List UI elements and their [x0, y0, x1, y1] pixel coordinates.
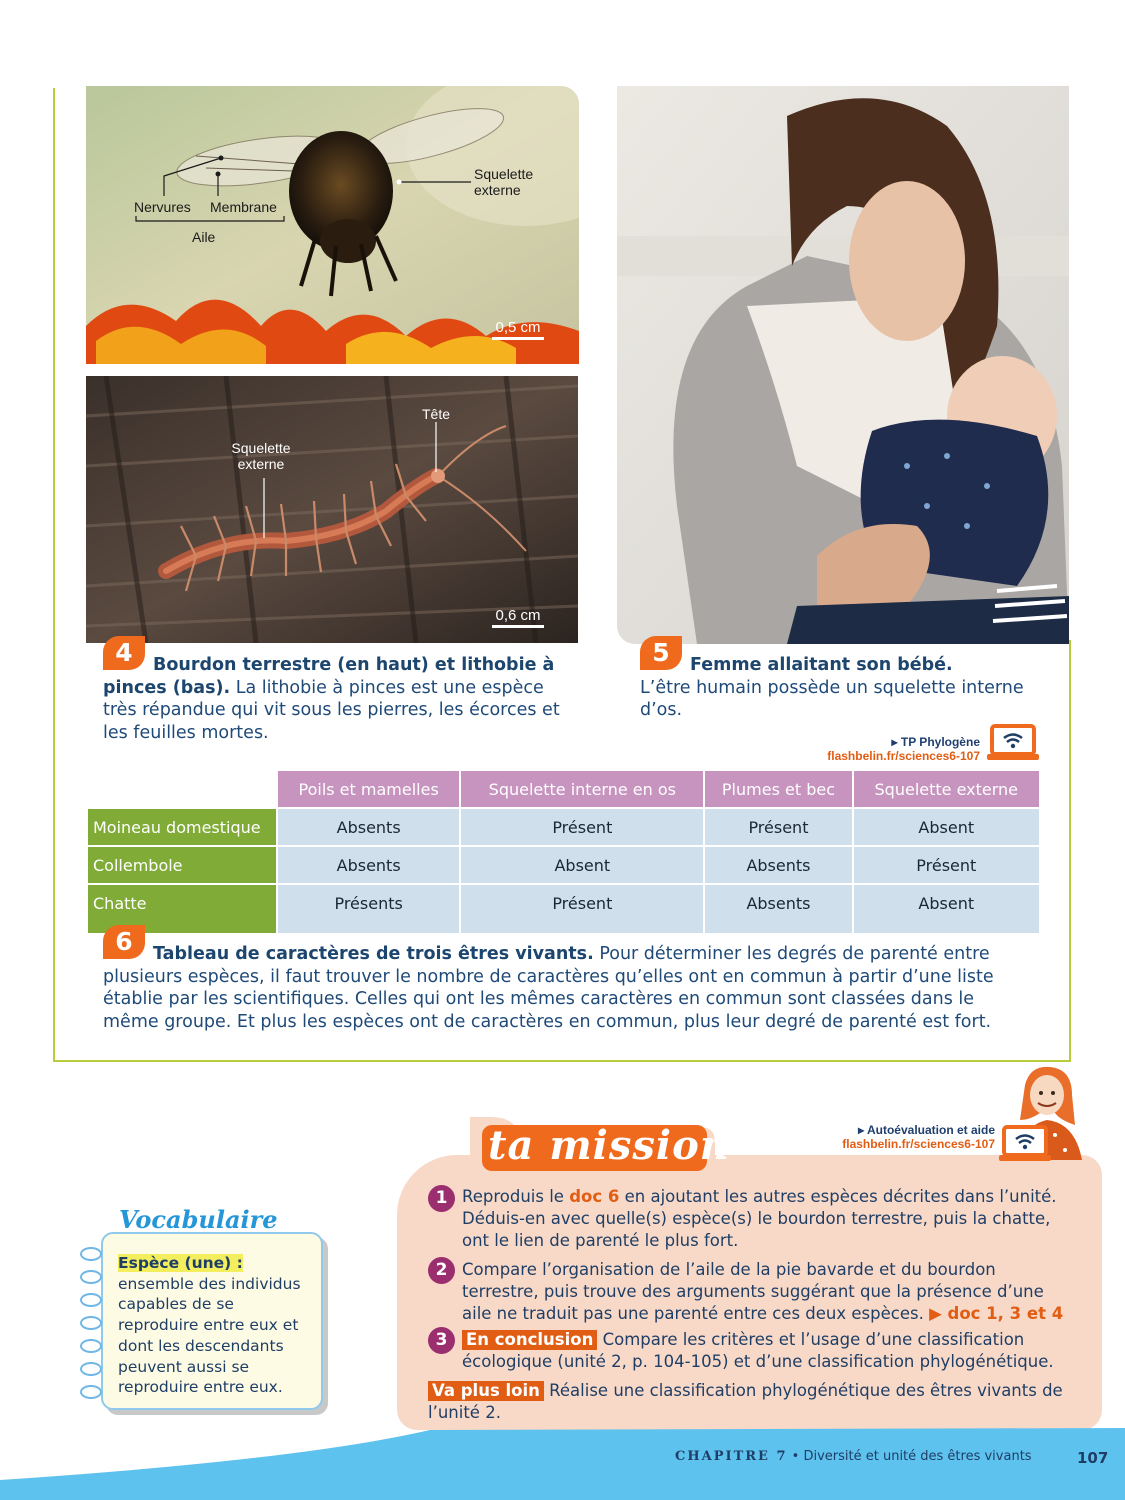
table-cell: Présent [461, 885, 703, 933]
frame-left-line [53, 88, 55, 1062]
tp-link-url[interactable]: flashbelin.fr/sciences6-107 [827, 749, 980, 763]
doc6-badge: 6 [103, 925, 145, 959]
label-veins: Nervures [134, 199, 191, 215]
table-row [88, 885, 1039, 933]
table-header-row [88, 771, 1039, 807]
tp-link-label: ▸ TP Phylogène [891, 735, 980, 749]
table-row [88, 847, 1039, 883]
question-3-text [462, 1329, 1077, 1373]
table-cell: Absent [461, 847, 703, 883]
frame-right-line [1069, 640, 1071, 1062]
table-cell: Absent [854, 809, 1039, 845]
table-header: Squelette interne en os [461, 771, 703, 807]
table-cell: Présent [461, 809, 703, 845]
label-skeleton-centipede: Squelette externe [231, 440, 291, 472]
auto-link-label: ▸ Autoévaluation et aide [858, 1123, 995, 1137]
spiral-ring [80, 1293, 102, 1307]
species-cell: Moineau domestique [88, 809, 276, 845]
vocabulary-title: Vocabulaire [119, 1205, 278, 1234]
more-text: Réalise une classification phylogénétique des êtres vivants de l’unité 2. [428, 1381, 1063, 1422]
spiral-ring [80, 1247, 102, 1261]
auto-link-url[interactable]: flashbelin.fr/sciences6-107 [842, 1137, 995, 1151]
species-cell: Collembole [88, 847, 276, 883]
doc4-caption [103, 654, 563, 744]
table-cell: Absents [705, 885, 851, 933]
question-1-text [462, 1186, 1077, 1252]
doc4-badge: 4 [103, 636, 145, 670]
table-header: Squelette externe [854, 771, 1039, 807]
table-cell: Absents [278, 809, 459, 845]
doc4-text: La lithobie à pinces est une espèce très répandue qui vit sous les pierres, les écorces et les feuilles mortes. [103, 677, 560, 743]
doc6-title: Tableau de caractères de trois êtres vivants. [153, 944, 594, 964]
page-number: 107 [1077, 1449, 1109, 1467]
doc5-text: L’être humain possède un squelette interne d’os. [640, 677, 1024, 720]
spiral-ring [80, 1270, 102, 1284]
label-skeleton-bee: Squelette externe [474, 166, 534, 198]
doc4-title: Bourdon terrestre (en haut) et lithobie à pinces (bas). [103, 655, 555, 698]
q2-ref[interactable]: ▶ doc 1, 3 et 4 [929, 1304, 1064, 1323]
table-row [88, 809, 1039, 845]
q2-text: Compare l’organisation de l’aile de la pie bavarde et du bourdon terrestre, puis trouve des arguments suggérant que la présence d’une aile ne traduit pas une parenté entre ces deux espèces. [462, 1260, 1044, 1323]
doc5-badge: 5 [640, 636, 682, 670]
laptop-wifi-icon[interactable] [987, 724, 1039, 764]
doc6-caption [103, 943, 1033, 1033]
bee-photo [86, 86, 579, 364]
question-1-number: 1 [428, 1185, 455, 1212]
table-cell: Présent [854, 847, 1039, 883]
table-corner [88, 771, 276, 807]
vocab-def: ensemble des individus capables de se reproduire entre eux et dont les descendants peuvent aussi se reproduire entre eux. [118, 1274, 301, 1397]
table-header: Plumes et bec [705, 771, 851, 807]
label-membrane: Membrane [210, 199, 277, 215]
q1-pre: Reproduis le [462, 1187, 570, 1206]
q1-post: en ajoutant les autres espèces décrites dans l’unité. Déduis-en avec quelle(s) espèce(s) le bourdon terrestre, puis la chatte, ont le lien de parenté le plus fort. [462, 1187, 1057, 1250]
bee-scale-bar [492, 319, 544, 340]
mother-baby-photo [617, 86, 1069, 644]
chapter-subtitle: • Diversité et unité des êtres vivants [787, 1449, 1032, 1464]
table-cell: Absents [705, 847, 851, 883]
centipede-scale-bar [492, 607, 544, 628]
spiral-ring [80, 1385, 102, 1399]
spiral-ring [80, 1316, 102, 1330]
chapter-label: CHAPITRE 7 [675, 1449, 788, 1464]
characters-table [86, 769, 1041, 935]
laptop-wifi-icon-mission[interactable] [999, 1125, 1051, 1165]
table-header: Poils et mamelles [278, 771, 459, 807]
question-2-text [462, 1259, 1077, 1325]
va-plus-loin-text [428, 1380, 1078, 1424]
label-head: Tête [422, 406, 451, 422]
doc5-title: Femme allaitant son bébé. [690, 655, 953, 675]
va-plus-loin-tag: Va plus loin [428, 1381, 544, 1401]
q1-ref[interactable]: doc 6 [569, 1187, 620, 1206]
centipede-scale-label: 0,6 cm [495, 607, 541, 624]
spiral-ring [80, 1362, 102, 1376]
table-cell: Présents [278, 885, 459, 933]
vocabulary-definition [118, 1253, 318, 1398]
en-conclusion-tag: En conclusion [462, 1330, 597, 1350]
table-cell: Absents [278, 847, 459, 883]
mission-title: ta mission [488, 1122, 730, 1169]
table-cell: Présent [705, 809, 851, 845]
tp-phylogene-link[interactable] [800, 735, 980, 763]
species-cell: Chatte [88, 885, 276, 933]
doc6-text: Pour déterminer les degrés de parenté entre plusieurs espèces, il faut trouver le nombre de caractères qu’elles ont en commun à partir d’une liste établie par les scientifiques. Celles qui ont les mêmes caractères en commun sont classées dans le même groupe. Et plus les espèces ont de caractères en commun, plus leur degré de parenté est fort. [103, 944, 994, 1032]
q3-text: Compare les critères et l’usage d’une classification écologique (unité 2, p. 104-105) et d’une classification phylogénétique. [462, 1330, 1054, 1371]
frame-bottom-line [53, 1060, 1071, 1062]
centipede-photo [86, 376, 578, 643]
doc5-caption [640, 654, 1060, 722]
table-cell: Absent [854, 885, 1039, 933]
footer-chapter [675, 1449, 1032, 1464]
bee-scale-label: 0,5 cm [495, 319, 541, 336]
autoevaluation-link[interactable] [820, 1123, 995, 1151]
question-2-number: 2 [428, 1257, 455, 1284]
spiral-ring [80, 1339, 102, 1353]
label-wing: Aile [192, 229, 216, 245]
vocab-term: Espèce (une) : [118, 1254, 243, 1272]
question-3-number: 3 [428, 1327, 455, 1354]
